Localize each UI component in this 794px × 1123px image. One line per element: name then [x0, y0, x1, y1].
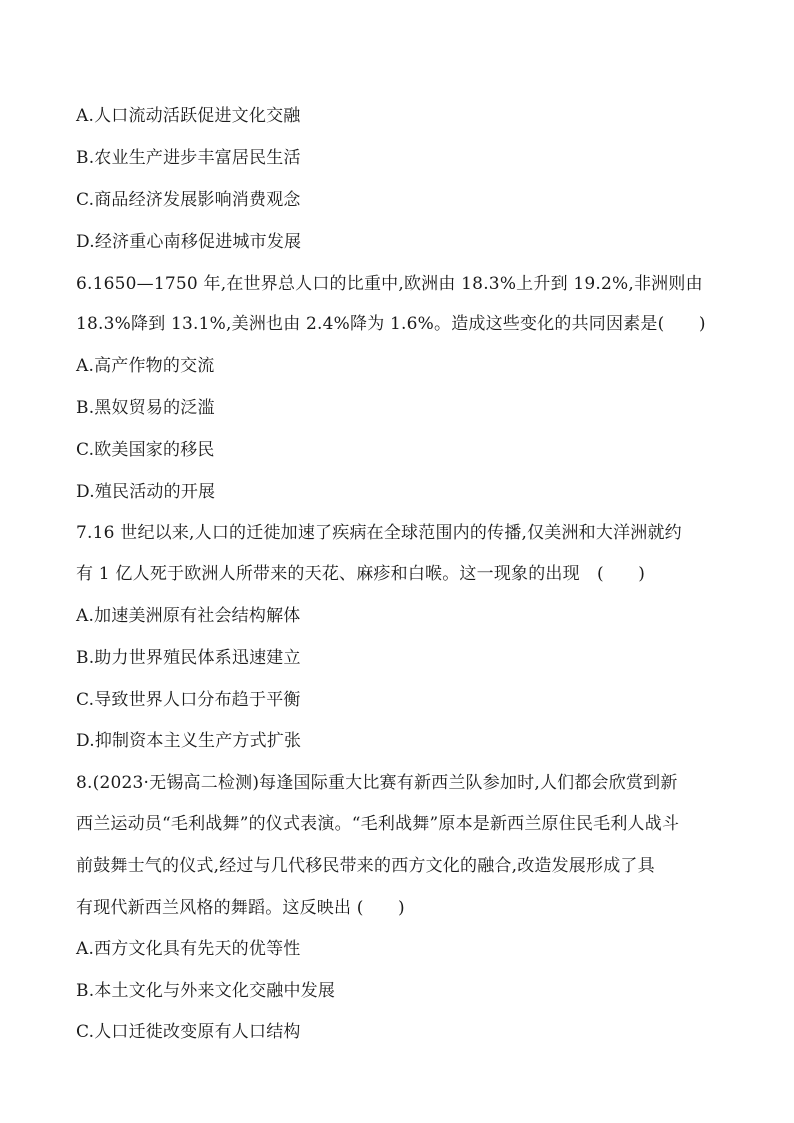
q7-stem-line-1: 7.16 世纪以来,人口的迁徙加速了疾病在全球范围内的传播,仅美洲和大洋洲就约: [76, 523, 682, 543]
q5-option-d: D.经济重心南移促进城市发展: [76, 232, 302, 252]
q7-option-c: C.导致世界人口分布趋于平衡: [76, 690, 301, 710]
q6-option-b: B.黑奴贸易的泛滥: [76, 398, 215, 418]
q6-stem-line-2: 18.3%降到 13.1%,美洲也由 2.4%降为 1.6%。造成这些变化的共同因素是( ): [76, 314, 706, 334]
q5-option-b: B.农业生产进步丰富居民生活: [76, 148, 301, 168]
q8-stem-line-2: 西兰运动员“毛利战舞”的仪式表演。“毛利战舞”原本是新西兰原住民毛利人战斗: [76, 814, 680, 834]
q7-option-a: A.加速美洲原有社会结构解体: [76, 606, 301, 626]
q8-option-c: C.人口迁徙改变原有人口结构: [76, 1022, 301, 1042]
q6-option-d: D.殖民活动的开展: [76, 482, 216, 502]
q8-stem-line-4: 有现代新西兰风格的舞蹈。这反映出 ( ): [76, 898, 405, 918]
q7-option-b: B.助力世界殖民体系迅速建立: [76, 648, 301, 668]
q7-stem-line-2: 有 1 亿人死于欧洲人所带来的天花、麻疹和白喉。这一现象的出现 ( ): [76, 564, 646, 584]
q8-option-a: A.西方文化具有先天的优等性: [76, 939, 301, 959]
q6-option-c: C.欧美国家的移民: [76, 440, 215, 460]
q6-option-a: A.高产作物的交流: [76, 356, 215, 376]
q5-option-a: A.人口流动活跃促进文化交融: [76, 106, 301, 126]
q8-option-b: B.本土文化与外来文化交融中发展: [76, 981, 336, 1001]
q6-stem-line-1: 6.1650—1750 年,在世界总人口的比重中,欧洲由 18.3%上升到 19.2%,非洲则由: [76, 274, 703, 294]
q7-option-d: D.抑制资本主义生产方式扩张: [76, 731, 302, 751]
q8-stem-line-3: 前鼓舞士气的仪式,经过与几代移民带来的西方文化的融合,改造发展形成了具: [76, 856, 655, 876]
q8-stem-line-1: 8.(2023·无锡高二检测)每逢国际重大比赛有新西兰队参加时,人们都会欣赏到新: [76, 773, 678, 793]
q5-option-c: C.商品经济发展影响消费观念: [76, 190, 301, 210]
